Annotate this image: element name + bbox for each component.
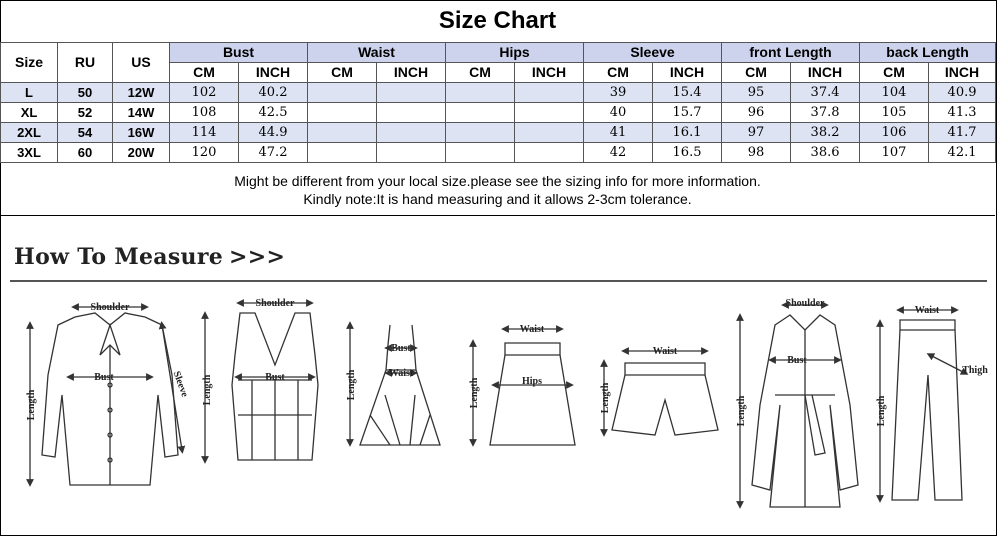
cell-value: 39 [584,83,653,103]
unit-header-cm: CM [584,63,653,83]
cell-us: 12W [113,83,170,103]
label-waist-3: Waist [388,368,414,379]
cell-value: 41.3 [929,103,996,123]
divider [10,280,987,282]
header-waist: Waist [308,43,446,63]
cell-value [446,103,515,123]
table-row [1,143,996,163]
cell-value: 40.2 [239,83,308,103]
cell-size: 2XL [1,123,58,143]
unit-header-cm: CM [860,63,929,83]
cell-ru: 54 [58,123,113,143]
cell-value: 97 [722,123,791,143]
cell-value: 38.6 [791,143,860,163]
cell-ru: 52 [58,103,113,123]
cell-value [446,83,515,103]
tank-top-icon [205,303,318,460]
cell-value: 44.9 [239,123,308,143]
cell-value [377,83,446,103]
label-waist-5: Waist [652,346,678,357]
cell-size: 3XL [1,143,58,163]
cell-value [446,123,515,143]
label-bust-1: Bust [94,372,114,383]
unit-header-inch: INCH [239,63,308,83]
unit-header-inch: INCH [929,63,996,83]
cell-value: 37.4 [791,83,860,103]
header-hips: Hips [446,43,584,63]
cell-value: 42.1 [929,143,996,163]
cell-value: 108 [170,103,239,123]
label-waist-7: Waist [914,305,940,316]
cell-value: 102 [170,83,239,103]
header-front-length: front Length [722,43,860,63]
measurement-illustrations [0,285,997,535]
page-title: Size Chart [0,0,995,43]
label-bust-2: Bust [265,372,285,383]
how-to-measure-title [14,244,285,270]
cell-value: 15.4 [653,83,722,103]
cell-size: XL [1,103,58,123]
label-length-5: Length [600,382,611,414]
unit-header-cm: CM [722,63,791,83]
cell-value: 98 [722,143,791,163]
cell-value: 104 [860,83,929,103]
cell-size: L [1,83,58,103]
header-back-length: back Length [860,43,996,63]
trousers-icon [880,310,965,500]
cell-value: 16.5 [653,143,722,163]
cell-ru: 60 [58,143,113,163]
label-bust-3: Bust [391,343,411,354]
label-thigh-7: Thigh [962,365,988,376]
unit-header-inch: INCH [791,63,860,83]
cell-value: 37.8 [791,103,860,123]
label-length-7: Length [876,395,887,427]
note-local-size: Might be different from your local size.please see the sizing info for more information. [234,173,761,189]
unit-header-cm: CM [308,63,377,83]
unit-header-inch: INCH [515,63,584,83]
header-bust: Bust [170,43,308,63]
cell-value: 96 [722,103,791,123]
label-bust-6: Bust [787,355,807,366]
cell-value [515,143,584,163]
skirt-icon [473,329,575,445]
header-size: Size [1,43,58,83]
cell-value: 15.7 [653,103,722,123]
label-length-6: Length [736,395,747,427]
label-sleeve-1: Sleeve [170,369,191,399]
cell-value [446,143,515,163]
how-to-measure-label: How To Measure [14,244,224,270]
cell-value: 42.5 [239,103,308,123]
cell-value [308,83,377,103]
label-waist-4: Waist [519,324,545,335]
cell-value [377,103,446,123]
cell-value: 105 [860,103,929,123]
label-shoulder-2: Shoulder [255,298,295,309]
cell-value [377,143,446,163]
label-length-3: Length [346,369,357,401]
unit-header-cm: CM [446,63,515,83]
cell-value [308,123,377,143]
unit-header-cm: CM [170,63,239,83]
cell-value: 95 [722,83,791,103]
cell-us: 20W [113,143,170,163]
cell-value: 40 [584,103,653,123]
note-tolerance: Kindly note:It is hand measuring and it allows 2-3cm tolerance. [303,191,692,207]
cell-value: 120 [170,143,239,163]
cell-us: 14W [113,103,170,123]
cell-ru: 50 [58,83,113,103]
cell-value: 107 [860,143,929,163]
header-sleeve: Sleeve [584,43,722,63]
cell-value [515,83,584,103]
notes [0,163,995,216]
cell-value: 16.1 [653,123,722,143]
cell-value [515,103,584,123]
coat-icon [740,305,858,507]
label-shoulder-6: Shoulder [785,298,825,309]
cell-us: 16W [113,123,170,143]
cell-value: 47.2 [239,143,308,163]
label-length-4: Length [469,377,480,409]
cell-value: 41 [584,123,653,143]
unit-header-inch: INCH [377,63,446,83]
label-length-2: Length [202,374,213,406]
cell-value [515,123,584,143]
cell-value [308,103,377,123]
header-ru: RU [58,43,113,83]
cell-value: 40.9 [929,83,996,103]
cell-value: 42 [584,143,653,163]
label-length-1: Length [26,389,37,421]
cell-value [377,123,446,143]
cell-value: 106 [860,123,929,143]
table-row [1,83,996,103]
blouse-icon [30,307,182,485]
shorts-icon [604,351,718,435]
arrows-icon: >>> [229,244,286,270]
cell-value [308,143,377,163]
unit-header-inch: INCH [653,63,722,83]
table-row [1,123,996,143]
table-row [1,103,996,123]
cell-value: 38.2 [791,123,860,143]
cell-value: 114 [170,123,239,143]
size-table [0,42,996,163]
label-hips-4: Hips [521,376,543,387]
label-shoulder-1: Shoulder [90,302,130,313]
header-us: US [113,43,170,83]
cell-value: 41.7 [929,123,996,143]
